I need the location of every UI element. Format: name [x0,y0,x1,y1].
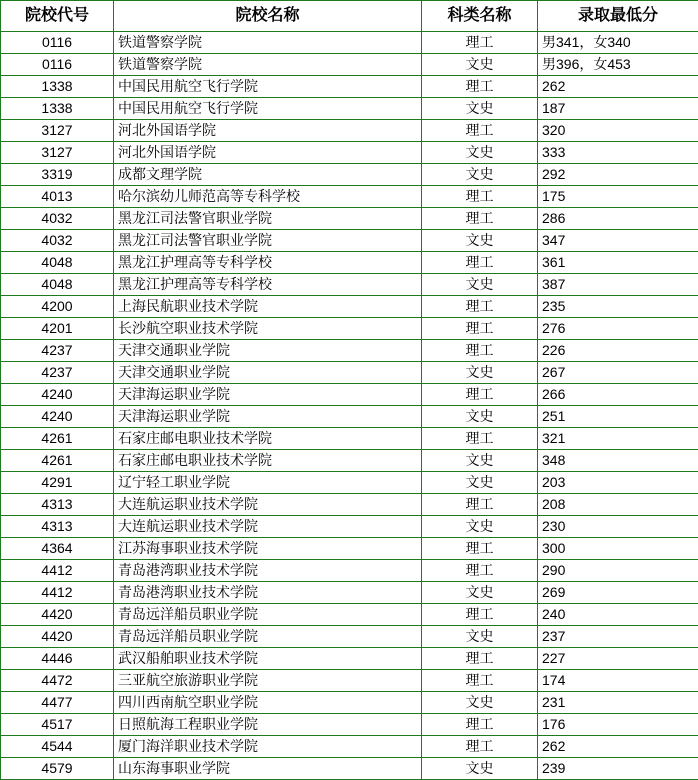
table-row [1,296,698,318]
cell-score: 387 [538,274,698,296]
cell-score: 187 [538,98,698,120]
cell-score: 292 [538,164,698,186]
table-row [1,560,698,582]
cell-code: 3127 [1,142,114,164]
cell-score: 290 [538,560,698,582]
cell-category: 理工 [422,32,538,54]
cell-category: 理工 [422,670,538,692]
cell-category: 理工 [422,384,538,406]
cell-score: 230 [538,516,698,538]
table-row [1,164,698,186]
cell-code: 4472 [1,670,114,692]
cell-code: 4313 [1,494,114,516]
cell-code: 4048 [1,252,114,274]
cell-score: 267 [538,362,698,384]
cell-score: 男341，女340 [538,32,698,54]
cell-code: 4261 [1,450,114,472]
cell-code: 4201 [1,318,114,340]
cell-score: 262 [538,736,698,758]
cell-code: 4477 [1,692,114,714]
table-row [1,670,698,692]
cell-score: 266 [538,384,698,406]
cell-category: 文史 [422,450,538,472]
cell-code: 4412 [1,560,114,582]
cell-code: 4261 [1,428,114,450]
table-row [1,692,698,714]
table-row [1,494,698,516]
cell-name: 成都文理学院 [114,164,422,186]
cell-category: 理工 [422,252,538,274]
cell-name: 日照航海工程职业学院 [114,714,422,736]
table-row [1,98,698,120]
cell-score: 男396，女453 [538,54,698,76]
cell-score: 208 [538,494,698,516]
cell-category: 理工 [422,76,538,98]
cell-name: 哈尔滨幼儿师范高等专科学校 [114,186,422,208]
cell-name: 青岛远洋船员职业学院 [114,626,422,648]
cell-category: 理工 [422,648,538,670]
cell-name: 黑龙江司法警官职业学院 [114,230,422,252]
cell-score: 176 [538,714,698,736]
cell-category: 文史 [422,54,538,76]
cell-score: 235 [538,296,698,318]
cell-category: 文史 [422,626,538,648]
cell-name: 石家庄邮电职业技术学院 [114,450,422,472]
cell-name: 天津交通职业学院 [114,362,422,384]
table-row [1,252,698,274]
cell-category: 理工 [422,318,538,340]
cell-category: 文史 [422,582,538,604]
cell-score: 286 [538,208,698,230]
table-row [1,142,698,164]
cell-score: 175 [538,186,698,208]
cell-code: 4364 [1,538,114,560]
cell-code: 4237 [1,362,114,384]
cell-category: 理工 [422,208,538,230]
cell-score: 251 [538,406,698,428]
cell-code: 0116 [1,54,114,76]
cell-name: 河北外国语学院 [114,142,422,164]
cell-category: 理工 [422,428,538,450]
cell-code: 1338 [1,76,114,98]
cell-category: 文史 [422,230,538,252]
cell-category: 文史 [422,362,538,384]
table-row [1,274,698,296]
cell-name: 上海民航职业技术学院 [114,296,422,318]
table-row [1,384,698,406]
cell-name: 河北外国语学院 [114,120,422,142]
cell-score: 237 [538,626,698,648]
cell-score: 300 [538,538,698,560]
table-row [1,582,698,604]
column-header-name: 院校名称 [114,1,422,32]
column-header-category: 科类名称 [422,1,538,32]
table-row [1,604,698,626]
cell-score: 333 [538,142,698,164]
table-row [1,230,698,252]
cell-name: 石家庄邮电职业技术学院 [114,428,422,450]
cell-name: 长沙航空职业技术学院 [114,318,422,340]
cell-code: 4544 [1,736,114,758]
cell-score: 239 [538,758,698,780]
table-row [1,406,698,428]
cell-category: 文史 [422,692,538,714]
cell-code: 4412 [1,582,114,604]
cell-name: 黑龙江护理高等专科学校 [114,274,422,296]
table-row [1,120,698,142]
cell-code: 1338 [1,98,114,120]
cell-score: 348 [538,450,698,472]
cell-code: 4237 [1,340,114,362]
cell-score: 321 [538,428,698,450]
cell-category: 理工 [422,494,538,516]
table-row [1,648,698,670]
table-row [1,32,698,54]
cell-category: 理工 [422,714,538,736]
table-row [1,340,698,362]
cell-name: 厦门海洋职业技术学院 [114,736,422,758]
table-row [1,516,698,538]
table-row [1,758,698,780]
table-row [1,318,698,340]
cell-category: 理工 [422,296,538,318]
cell-category: 理工 [422,736,538,758]
cell-score: 231 [538,692,698,714]
cell-name: 青岛远洋船员职业学院 [114,604,422,626]
cell-name: 铁道警察学院 [114,32,422,54]
cell-name: 天津海运职业学院 [114,384,422,406]
cell-name: 三亚航空旅游职业学院 [114,670,422,692]
column-header-code: 院校代号 [1,1,114,32]
cell-score: 240 [538,604,698,626]
cell-name: 青岛港湾职业技术学院 [114,560,422,582]
cell-code: 4032 [1,230,114,252]
cell-name: 铁道警察学院 [114,54,422,76]
cell-score: 203 [538,472,698,494]
table-row [1,54,698,76]
cell-score: 347 [538,230,698,252]
cell-name: 大连航运职业技术学院 [114,494,422,516]
table-body [1,32,698,780]
cell-score: 226 [538,340,698,362]
cell-name: 黑龙江护理高等专科学校 [114,252,422,274]
table-row [1,186,698,208]
cell-name: 辽宁轻工职业学院 [114,472,422,494]
cell-code: 4013 [1,186,114,208]
cell-score: 361 [538,252,698,274]
cell-category: 理工 [422,604,538,626]
cell-category: 理工 [422,538,538,560]
cell-code: 4032 [1,208,114,230]
table-row [1,428,698,450]
table-row [1,450,698,472]
cell-code: 3127 [1,120,114,142]
cell-code: 4313 [1,516,114,538]
cell-name: 武汉船舶职业技术学院 [114,648,422,670]
cell-name: 中国民用航空飞行学院 [114,76,422,98]
cell-code: 0116 [1,32,114,54]
cell-name: 青岛港湾职业技术学院 [114,582,422,604]
table-row [1,538,698,560]
table-row [1,362,698,384]
cell-code: 4420 [1,626,114,648]
cell-category: 文史 [422,472,538,494]
cell-code: 4579 [1,758,114,780]
cell-name: 大连航运职业技术学院 [114,516,422,538]
column-header-score: 录取最低分 [538,1,698,32]
cell-code: 4240 [1,384,114,406]
cell-name: 黑龙江司法警官职业学院 [114,208,422,230]
table-row [1,76,698,98]
cell-code: 4291 [1,472,114,494]
cell-category: 理工 [422,186,538,208]
table-row [1,626,698,648]
cell-category: 文史 [422,758,538,780]
cell-score: 276 [538,318,698,340]
cell-score: 262 [538,76,698,98]
cell-category: 文史 [422,406,538,428]
table-row [1,208,698,230]
cell-category: 理工 [422,120,538,142]
cell-code: 3319 [1,164,114,186]
cell-name: 天津交通职业学院 [114,340,422,362]
table-row [1,472,698,494]
cell-name: 江苏海事职业技术学院 [114,538,422,560]
cell-score: 269 [538,582,698,604]
cell-score: 320 [538,120,698,142]
cell-category: 文史 [422,142,538,164]
cell-code: 4517 [1,714,114,736]
cell-category: 理工 [422,560,538,582]
cell-name: 天津海运职业学院 [114,406,422,428]
cell-name: 中国民用航空飞行学院 [114,98,422,120]
cell-name: 山东海事职业学院 [114,758,422,780]
cell-category: 文史 [422,274,538,296]
cell-category: 理工 [422,340,538,362]
cell-code: 4446 [1,648,114,670]
cell-score: 227 [538,648,698,670]
cell-code: 4048 [1,274,114,296]
cell-category: 文史 [422,516,538,538]
cell-score: 174 [538,670,698,692]
cell-category: 文史 [422,164,538,186]
table-header-row [1,1,698,32]
cell-code: 4240 [1,406,114,428]
cell-code: 4420 [1,604,114,626]
table-row [1,736,698,758]
cell-name: 四川西南航空职业学院 [114,692,422,714]
cell-category: 文史 [422,98,538,120]
cell-code: 4200 [1,296,114,318]
